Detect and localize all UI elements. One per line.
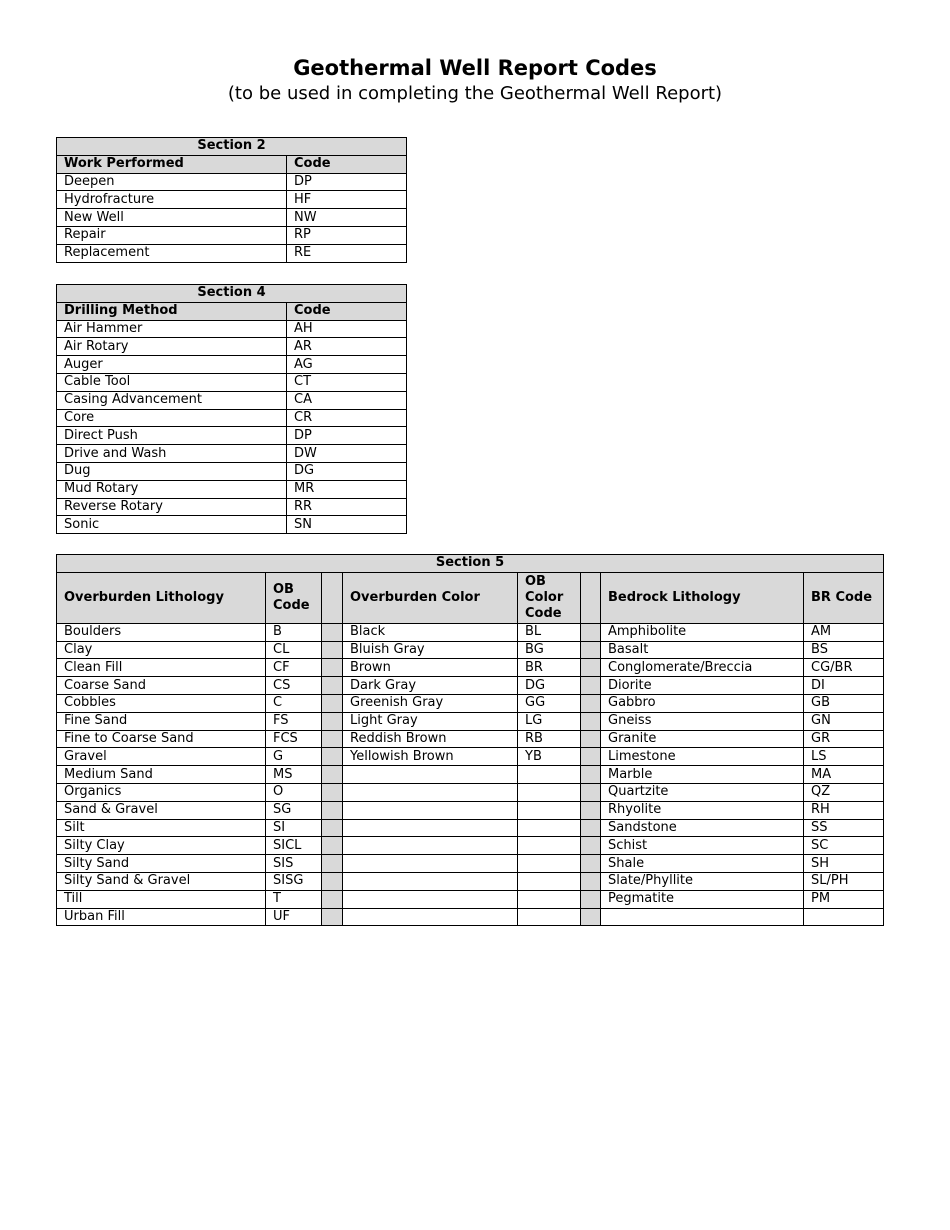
overburden-lithology-cell: Fine Sand (57, 712, 266, 730)
column-spacer (322, 659, 343, 677)
ob-color-code-cell (518, 837, 581, 855)
code-cell: AH (287, 320, 407, 338)
bedrock-lithology-cell: Slate/Phyllite (601, 872, 804, 890)
column-spacer (581, 730, 601, 748)
table-row (57, 462, 407, 480)
overburden-color-cell (343, 801, 518, 819)
code-cell: MR (287, 480, 407, 498)
overburden-color-cell (343, 890, 518, 908)
column-spacer (322, 694, 343, 712)
br-code-cell: SC (804, 837, 884, 855)
code-cell: SN (287, 516, 407, 534)
bedrock-lithology-cell: Sandstone (601, 819, 804, 837)
table-row (57, 677, 884, 695)
column-spacer (581, 641, 601, 659)
section-2-table (56, 137, 407, 263)
overburden-lithology-cell: Sand & Gravel (57, 801, 266, 819)
code-cell: CA (287, 391, 407, 409)
section-2-heading: Section 2 (57, 138, 407, 156)
column-spacer (581, 659, 601, 677)
code-cell: RP (287, 226, 407, 244)
table-row (57, 766, 884, 784)
bedrock-lithology-cell: Shale (601, 855, 804, 873)
table-row (57, 191, 407, 209)
code-header: Code (287, 302, 407, 320)
work-performed-cell: Deepen (57, 173, 287, 191)
ob-code-cell: SICL (266, 837, 322, 855)
overburden-lithology-cell: Organics (57, 783, 266, 801)
column-spacer (322, 766, 343, 784)
table-row (57, 801, 884, 819)
drilling-method-cell: Cable Tool (57, 373, 287, 391)
ob-code-header: OB Code (266, 572, 322, 623)
table-row (57, 855, 884, 873)
column-spacer (322, 677, 343, 695)
br-code-cell: GB (804, 694, 884, 712)
table-row (57, 712, 884, 730)
overburden-lithology-cell: Coarse Sand (57, 677, 266, 695)
code-cell: DG (287, 462, 407, 480)
br-code-header: BR Code (804, 572, 884, 623)
column-spacer (322, 890, 343, 908)
ob-code-cell: CL (266, 641, 322, 659)
ob-code-cell: SI (266, 819, 322, 837)
ob-color-code-cell: LG (518, 712, 581, 730)
drilling-method-cell: Reverse Rotary (57, 498, 287, 516)
br-code-cell: GN (804, 712, 884, 730)
overburden-color-cell (343, 855, 518, 873)
ob-code-cell: G (266, 748, 322, 766)
column-spacer (322, 855, 343, 873)
column-spacer (322, 801, 343, 819)
code-cell: RR (287, 498, 407, 516)
ob-color-code-cell (518, 766, 581, 784)
overburden-color-cell (343, 908, 518, 926)
overburden-lithology-cell: Fine to Coarse Sand (57, 730, 266, 748)
br-code-cell: CG/BR (804, 659, 884, 677)
overburden-color-cell: Black (343, 623, 518, 641)
code-cell: DP (287, 173, 407, 191)
overburden-lithology-cell: Silt (57, 819, 266, 837)
overburden-lithology-cell: Cobbles (57, 694, 266, 712)
drilling-method-cell: Drive and Wash (57, 445, 287, 463)
overburden-color-cell: Dark Gray (343, 677, 518, 695)
column-spacer (322, 872, 343, 890)
ob-color-code-cell (518, 819, 581, 837)
ob-color-code-cell: YB (518, 748, 581, 766)
column-spacer (322, 572, 343, 623)
overburden-color-cell (343, 837, 518, 855)
work-performed-cell: Hydrofracture (57, 191, 287, 209)
ob-code-cell: SIS (266, 855, 322, 873)
drilling-method-cell: Air Rotary (57, 338, 287, 356)
code-cell: DW (287, 445, 407, 463)
ob-color-code-cell (518, 855, 581, 873)
overburden-lithology-cell: Clay (57, 641, 266, 659)
table-row (57, 872, 884, 890)
overburden-lithology-cell: Boulders (57, 623, 266, 641)
table-row (57, 623, 884, 641)
bedrock-lithology-header: Bedrock Lithology (601, 572, 804, 623)
br-code-cell: QZ (804, 783, 884, 801)
overburden-color-cell: Yellowish Brown (343, 748, 518, 766)
ob-code-cell: SG (266, 801, 322, 819)
drilling-method-cell: Direct Push (57, 427, 287, 445)
work-performed-cell: Replacement (57, 244, 287, 262)
overburden-color-cell (343, 819, 518, 837)
ob-code-cell: MS (266, 766, 322, 784)
ob-code-cell: C (266, 694, 322, 712)
section-5-table (56, 554, 884, 926)
column-spacer (581, 872, 601, 890)
section-2-rows (57, 173, 407, 262)
bedrock-lithology-cell: Limestone (601, 748, 804, 766)
table-row (57, 320, 407, 338)
table-row (57, 641, 884, 659)
section-5-heading: Section 5 (57, 555, 884, 573)
column-spacer (322, 641, 343, 659)
bedrock-lithology-cell: Quartzite (601, 783, 804, 801)
br-code-cell: SH (804, 855, 884, 873)
br-code-cell: BS (804, 641, 884, 659)
column-spacer (581, 908, 601, 926)
overburden-lithology-header: Overburden Lithology (57, 572, 266, 623)
ob-color-code-cell: GG (518, 694, 581, 712)
overburden-color-cell: Reddish Brown (343, 730, 518, 748)
overburden-lithology-cell: Urban Fill (57, 908, 266, 926)
page-subtitle: (to be used in completing the Geothermal Well Report) (227, 83, 723, 104)
section-4-table (56, 284, 407, 534)
drilling-method-header: Drilling Method (57, 302, 287, 320)
page-title: Geothermal Well Report Codes (293, 56, 657, 80)
code-cell: NW (287, 209, 407, 227)
ob-color-code-cell: DG (518, 677, 581, 695)
table-row (57, 173, 407, 191)
code-cell: CT (287, 373, 407, 391)
ob-color-code-cell: RB (518, 730, 581, 748)
table-row (57, 373, 407, 391)
column-spacer (581, 783, 601, 801)
work-performed-cell: New Well (57, 209, 287, 227)
code-cell: CR (287, 409, 407, 427)
bedrock-lithology-cell: Basalt (601, 641, 804, 659)
table-row (57, 819, 884, 837)
column-spacer (322, 730, 343, 748)
overburden-lithology-cell: Gravel (57, 748, 266, 766)
overburden-lithology-cell: Silty Sand (57, 855, 266, 873)
bedrock-lithology-cell: Amphibolite (601, 623, 804, 641)
table-row (57, 356, 407, 374)
ob-code-cell: SISG (266, 872, 322, 890)
overburden-color-header: Overburden Color (343, 572, 518, 623)
table-row (57, 391, 407, 409)
overburden-color-cell: Light Gray (343, 712, 518, 730)
table-row (57, 694, 884, 712)
table-row (57, 659, 884, 677)
table-row (57, 209, 407, 227)
drilling-method-cell: Auger (57, 356, 287, 374)
br-code-cell: MA (804, 766, 884, 784)
bedrock-lithology-cell: Marble (601, 766, 804, 784)
column-spacer (581, 855, 601, 873)
drilling-method-cell: Air Hammer (57, 320, 287, 338)
column-spacer (581, 819, 601, 837)
drilling-method-cell: Mud Rotary (57, 480, 287, 498)
br-code-cell: DI (804, 677, 884, 695)
bedrock-lithology-cell: Gabbro (601, 694, 804, 712)
section-4-rows (57, 320, 407, 534)
br-code-cell: PM (804, 890, 884, 908)
ob-code-cell: O (266, 783, 322, 801)
overburden-lithology-cell: Till (57, 890, 266, 908)
code-header: Code (287, 155, 407, 173)
table-row (57, 748, 884, 766)
overburden-color-cell: Bluish Gray (343, 641, 518, 659)
drilling-method-cell: Dug (57, 462, 287, 480)
column-spacer (581, 572, 601, 623)
code-cell: RE (287, 244, 407, 262)
overburden-color-cell: Brown (343, 659, 518, 677)
section-4-heading: Section 4 (57, 285, 407, 303)
table-row (57, 445, 407, 463)
code-cell: AG (287, 356, 407, 374)
ob-code-cell: CS (266, 677, 322, 695)
table-row (57, 837, 884, 855)
column-spacer (322, 623, 343, 641)
ob-code-cell: UF (266, 908, 322, 926)
table-row (57, 498, 407, 516)
table-row (57, 516, 407, 534)
column-spacer (581, 748, 601, 766)
bedrock-lithology-cell: Diorite (601, 677, 804, 695)
br-code-cell: GR (804, 730, 884, 748)
table-row (57, 409, 407, 427)
column-spacer (322, 712, 343, 730)
bedrock-lithology-cell: Conglomerate/Breccia (601, 659, 804, 677)
ob-color-code-cell (518, 872, 581, 890)
section-5-rows (57, 623, 884, 926)
code-cell: HF (287, 191, 407, 209)
drilling-method-cell: Sonic (57, 516, 287, 534)
column-spacer (581, 712, 601, 730)
br-code-cell (804, 908, 884, 926)
overburden-color-cell: Greenish Gray (343, 694, 518, 712)
code-cell: AR (287, 338, 407, 356)
overburden-lithology-cell: Silty Sand & Gravel (57, 872, 266, 890)
column-spacer (581, 890, 601, 908)
column-spacer (581, 677, 601, 695)
column-spacer (581, 801, 601, 819)
table-row (57, 890, 884, 908)
ob-color-code-cell: BG (518, 641, 581, 659)
ob-color-code-cell (518, 890, 581, 908)
code-cell: DP (287, 427, 407, 445)
bedrock-lithology-cell: Pegmatite (601, 890, 804, 908)
br-code-cell: SS (804, 819, 884, 837)
overburden-color-cell (343, 766, 518, 784)
bedrock-lithology-cell: Granite (601, 730, 804, 748)
column-spacer (322, 837, 343, 855)
br-code-cell: LS (804, 748, 884, 766)
ob-code-cell: FCS (266, 730, 322, 748)
table-row (57, 730, 884, 748)
table-row (57, 244, 407, 262)
work-performed-cell: Repair (57, 226, 287, 244)
column-spacer (322, 819, 343, 837)
work-performed-header: Work Performed (57, 155, 287, 173)
ob-color-code-cell: BR (518, 659, 581, 677)
column-spacer (581, 837, 601, 855)
table-row (57, 338, 407, 356)
table-row (57, 480, 407, 498)
overburden-lithology-cell: Medium Sand (57, 766, 266, 784)
ob-code-cell: B (266, 623, 322, 641)
table-row (57, 908, 884, 926)
drilling-method-cell: Core (57, 409, 287, 427)
overburden-lithology-cell: Silty Clay (57, 837, 266, 855)
bedrock-lithology-cell: Rhyolite (601, 801, 804, 819)
column-spacer (581, 694, 601, 712)
br-code-cell: RH (804, 801, 884, 819)
table-row (57, 427, 407, 445)
overburden-color-cell (343, 783, 518, 801)
table-row (57, 783, 884, 801)
br-code-cell: SL/PH (804, 872, 884, 890)
column-spacer (581, 766, 601, 784)
ob-color-code-cell (518, 783, 581, 801)
ob-color-code-cell (518, 801, 581, 819)
column-spacer (322, 748, 343, 766)
overburden-lithology-cell: Clean Fill (57, 659, 266, 677)
ob-color-code-header: OB Color Code (518, 572, 581, 623)
column-spacer (322, 908, 343, 926)
bedrock-lithology-cell: Schist (601, 837, 804, 855)
bedrock-lithology-cell (601, 908, 804, 926)
column-spacer (322, 783, 343, 801)
drilling-method-cell: Casing Advancement (57, 391, 287, 409)
table-row (57, 226, 407, 244)
ob-code-cell: CF (266, 659, 322, 677)
overburden-color-cell (343, 872, 518, 890)
br-code-cell: AM (804, 623, 884, 641)
column-spacer (581, 623, 601, 641)
bedrock-lithology-cell: Gneiss (601, 712, 804, 730)
ob-color-code-cell: BL (518, 623, 581, 641)
ob-code-cell: T (266, 890, 322, 908)
ob-color-code-cell (518, 908, 581, 926)
ob-code-cell: FS (266, 712, 322, 730)
